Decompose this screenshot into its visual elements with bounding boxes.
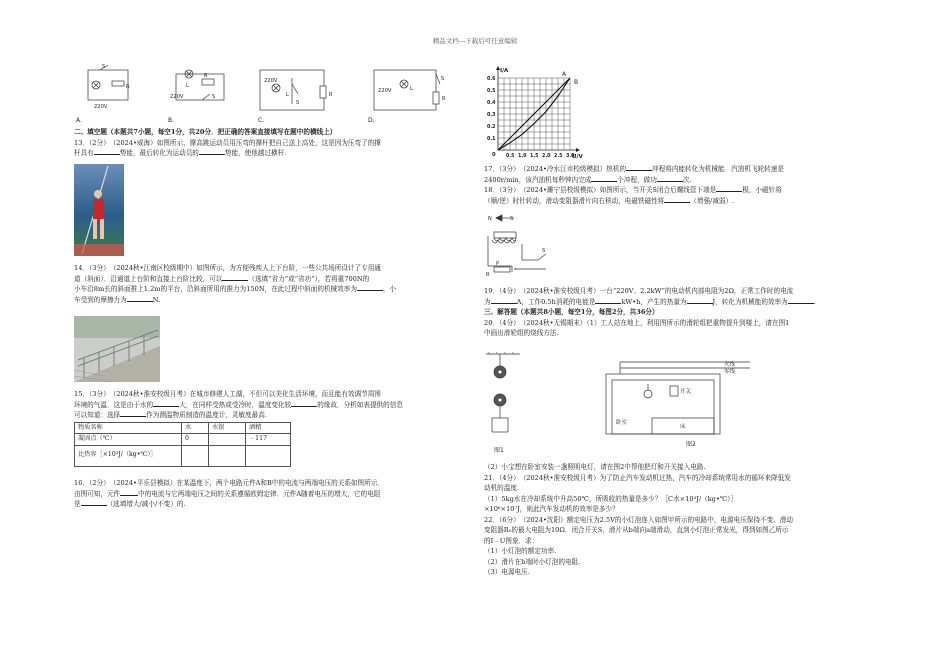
x-tick-label: 2.0	[542, 154, 551, 159]
y-tick-label: 0.3	[487, 113, 496, 118]
y-tick-label: 0.6	[487, 77, 496, 82]
series-label-b: B	[574, 79, 579, 86]
q20-line1: 20．（4分） （2024秋•无锡期末）（1）工人站在地上，利用图所示的滑轮组把重物提升到楼上，请在图1	[484, 318, 790, 327]
q13-line1: 13．（2分） （2024•威海）如图所示，撑高跳运动员用压弯的撑杆把自己送上高处，这是因为压弯了的撑	[74, 138, 381, 147]
q14-blank-2[interactable]	[357, 284, 383, 291]
table-cell	[246, 445, 291, 466]
x-tick-label: 2.5	[554, 154, 563, 159]
q15-line2: 环境的气温．这是由于水的 大，在同样受热或受冷时，温度变化较 的缘故．分析如表提供的信息	[74, 400, 403, 409]
circuit-d-switch-label: S	[441, 76, 445, 82]
substance-table	[74, 422, 291, 467]
x-tick-label: 3.0	[566, 154, 575, 159]
q21-line2: 动机的温度.	[484, 484, 520, 492]
circuit-options-figure	[74, 64, 466, 126]
circuit-d-lamp-label: L	[410, 86, 413, 92]
table-row	[75, 445, 291, 466]
option-b-label: B.	[168, 117, 175, 124]
right-column-bottom	[484, 462, 880, 578]
q15-blank-2[interactable]	[291, 400, 317, 407]
pulley-figure	[484, 352, 524, 458]
q13-blank-2[interactable]	[199, 148, 225, 155]
q14-line3: 小车沿8m长的斜面推上1.2m的平台，沿斜面所用的推力为150N，在此过程中斜面的机械效率为 ，小	[74, 285, 397, 293]
table-cell: ﹣117	[246, 434, 291, 446]
y-tick-label: 0.2	[487, 125, 496, 130]
y-tick-label: 0.1	[487, 137, 496, 142]
q14-blank-3[interactable]	[127, 295, 153, 302]
y-tick-label: 0.4	[487, 101, 496, 106]
q14-blank-1[interactable]	[222, 274, 248, 281]
circuit-c-resistor-label: R	[329, 92, 333, 98]
ramp-photo	[74, 316, 160, 382]
q20-line3: （2）小宝想在卧室安装一盏照明电灯，请在图2中帮他把灯和开关接入电路.	[484, 463, 706, 471]
q16-block	[74, 478, 474, 510]
right-column-mid	[484, 286, 880, 339]
q19-blank-3[interactable]	[687, 297, 713, 304]
q21-line1: 21．（4分） （2024秋•淮安校级月考）为了防止汽车发动机过热，汽车的冷却系统常用水的循环来降低发	[484, 473, 791, 482]
fire-wire-label: 火线	[724, 362, 736, 368]
circuit-c-voltage: 220V	[264, 78, 278, 84]
q14-line2: 道（斜面）．沿通道上台阶和直接上台阶比较，可以 （选填“省力”或“省功”），若将重700N的	[74, 274, 370, 283]
q16-line2: 由图可知，元件 中的电流与它两端电压之间的关系遵循欧姆定律．元件A随着电压的增大，它的电阻	[74, 489, 381, 498]
circuit-d-resistor-label: R	[442, 96, 446, 102]
pole-vault-photo	[74, 164, 124, 256]
q13-line2: 杆具有 势能，最后转化为运动员的 势能，使他越过横杆.	[74, 149, 287, 157]
q15-blank-3[interactable]	[120, 410, 146, 417]
circuit-c-switch-label: S	[296, 100, 300, 106]
q18-line1: 18．（3分） （2024•濉宁县校级模拟）如图所示，当开关S闭合后螺线管下端是 极，小磁针将	[484, 186, 782, 194]
q15-blank-1[interactable]	[153, 400, 179, 407]
circuit-d-voltage: 220V	[378, 88, 392, 94]
q21-line4: ×10⁶×10⁷J，则此汽车发动机的效率是多少？	[484, 505, 619, 513]
table-header-cell: 酒精	[246, 422, 291, 434]
y-axis-label: I/A	[500, 68, 509, 74]
q14-line1: 14．（3分） （2024秋•江南区校级期中）如图所示，为方便残疾人上下台阶，一些公共场所设计了专用通	[74, 264, 381, 272]
table-cell: 凝固点（℃）	[75, 434, 182, 446]
q19-blank-1[interactable]	[491, 297, 517, 304]
q18-blank-2[interactable]	[664, 196, 690, 203]
x-axis-label: U/V	[572, 154, 583, 160]
option-d-label: D.	[368, 117, 375, 124]
x-tick-label: 0.5	[506, 154, 515, 159]
bed-label: 床	[680, 424, 686, 430]
q17-blank-3[interactable]	[657, 175, 683, 182]
iu-chart	[484, 64, 584, 162]
section-2-title: 二、填空题（本题共7小题，每空1分，共20分．把正确的答案直接填写在题中的横线上）	[74, 128, 337, 136]
q17-blank-1[interactable]	[626, 164, 652, 171]
table-cell: 比热容［×10³J/（kg•℃）］	[75, 445, 182, 466]
table-cell	[209, 434, 246, 446]
q15-line3: 可以知道：选择 作为测温物质制造的温度计，灵敏度最高.	[74, 411, 267, 419]
circuit-b-switch-label: S	[212, 94, 216, 100]
circuit-b-resistor-label: R	[204, 73, 208, 79]
table-header-cell: 物质名称	[75, 422, 182, 434]
option-c-label: C.	[258, 117, 265, 124]
q19-blank-2[interactable]	[595, 297, 621, 304]
q16-blank-1[interactable]	[120, 489, 138, 496]
table-cell	[182, 445, 209, 466]
q19-line1: 19．（4分） （2024秋•淮安校级月考）一台“220V、2.2kW”的电动机内部电阻为2Ω，正常工作时的电流	[484, 287, 794, 295]
series-label-a: A	[562, 71, 567, 78]
fig1-caption: 图1	[494, 447, 504, 454]
circuit-c-lamp-label: L	[286, 92, 289, 98]
circuit-c	[260, 70, 326, 110]
q22-line3: 的I﹣U图象．求：	[484, 536, 539, 545]
q15-block	[74, 389, 474, 467]
circuit-a-resistor-label: R	[126, 84, 130, 90]
circuit-b-lamp-label: L	[186, 83, 189, 89]
solenoid-switch-label: S	[542, 248, 546, 254]
q18-line2: （顺/逆）时针转动，滑动变阻器滑片向右移动，电磁铁磁性将 （增强/减弱）.	[484, 196, 735, 205]
q22-line2: 变阻器R₀的最大电阻为10Ω．闭合开关S，滑片从b端向a端滑动，直到小灯泡正常发光，得到如图乙所示	[484, 526, 789, 534]
q20-line2: 中画出滑轮组的绕线方法.	[484, 329, 559, 337]
q17-blank-2[interactable]	[591, 175, 617, 182]
q16-line3: 是 （选填增大/减小/不变）的.	[74, 500, 186, 508]
right-column-top	[484, 164, 880, 206]
q22-sub1: （1）小灯泡的额定功率.	[484, 547, 557, 555]
q22-sub3: （3）电源电压.	[484, 568, 530, 576]
x-axis-arrow	[576, 148, 580, 152]
q13-blank-1[interactable]	[94, 148, 120, 155]
q17-line2: 2400r/min，该汽油机每秒钟内完成 个冲程，做功 次.	[484, 175, 692, 184]
q18-blank-1[interactable]	[716, 185, 742, 192]
q19-line2: 为 A，工作0.5h消耗的电能是 kW•h，产生的热量为 J，转化为机械能的效率为 .	[484, 297, 816, 306]
q17-line1: 17．（3分） （2024•冷水江市校级模拟）热机的 冲程将内能转化为机械能．汽油机飞轮转速是	[484, 165, 784, 173]
compass-south-label: S	[510, 216, 514, 222]
q21-line3: （1）5kg水在冷却系统中升高50℃，所吸收的热量是多少？［C水×10³J/（kg•℃）］	[484, 494, 738, 503]
origin-label: 0	[492, 152, 496, 158]
q16-line1: 16．（2分） （2024•平乐县模拟）在某温度下，两个电路元件A和B中的电流与两端电压的关系如图所示．	[74, 479, 384, 487]
left-column	[74, 127, 474, 159]
q14-block	[74, 263, 474, 305]
option-a-label: A.	[76, 117, 82, 124]
circuit-a-voltage: 220V	[94, 104, 108, 110]
q16-blank-2[interactable]	[81, 499, 107, 506]
q22-sub2: （2）滑片在b端时小灯泡的电阻.	[484, 557, 581, 566]
page-header: 精品文档---下载后可任意编辑	[432, 37, 518, 45]
x-tick-label: 1.5	[530, 154, 539, 159]
table-header-cell: 水	[182, 422, 209, 434]
circuit-b-voltage: 220V	[170, 94, 184, 100]
house-wiring-figure	[600, 356, 760, 450]
bedroom-label: 卧室	[616, 420, 628, 426]
neutral-wire-label: 零线	[724, 369, 736, 375]
solenoid-figure	[484, 210, 554, 278]
section-3-title: 三、解答题（本题共8小题，每空1分，每图2分，共36分）	[484, 308, 659, 316]
rheostat-r-label: R	[486, 272, 490, 278]
switch-label: 开关	[680, 389, 692, 395]
circuit-a	[88, 65, 128, 100]
table-header-cell: 水银	[209, 422, 246, 434]
table-row	[75, 434, 291, 446]
table-cell: 0	[182, 434, 209, 446]
circuit-a-switch-label: S	[102, 64, 106, 70]
compass-north-label: N	[488, 216, 492, 222]
q14-line4: 车受到的摩擦力为 N.	[74, 295, 161, 304]
rheostat-p-label: P	[496, 261, 500, 267]
x-tick-label: 1.0	[518, 154, 527, 159]
y-tick-label: 0.5	[487, 89, 496, 94]
fig2-caption: 图2	[686, 441, 696, 448]
q19-blank-4[interactable]	[788, 297, 814, 304]
table-header-row	[75, 422, 291, 434]
q15-line1: 15．（3分） （2024秋•淮安校级月考）在城市修建人工湖，不但可以美化生活环境，而且能有效调节周围	[74, 390, 381, 398]
q22-line1: 22．（6分） （2024•沈阳）额定电压为2.5V的小灯泡连入如图甲所示的电路中，电源电压保持不变，滑动	[484, 515, 793, 524]
table-cell	[209, 445, 246, 466]
